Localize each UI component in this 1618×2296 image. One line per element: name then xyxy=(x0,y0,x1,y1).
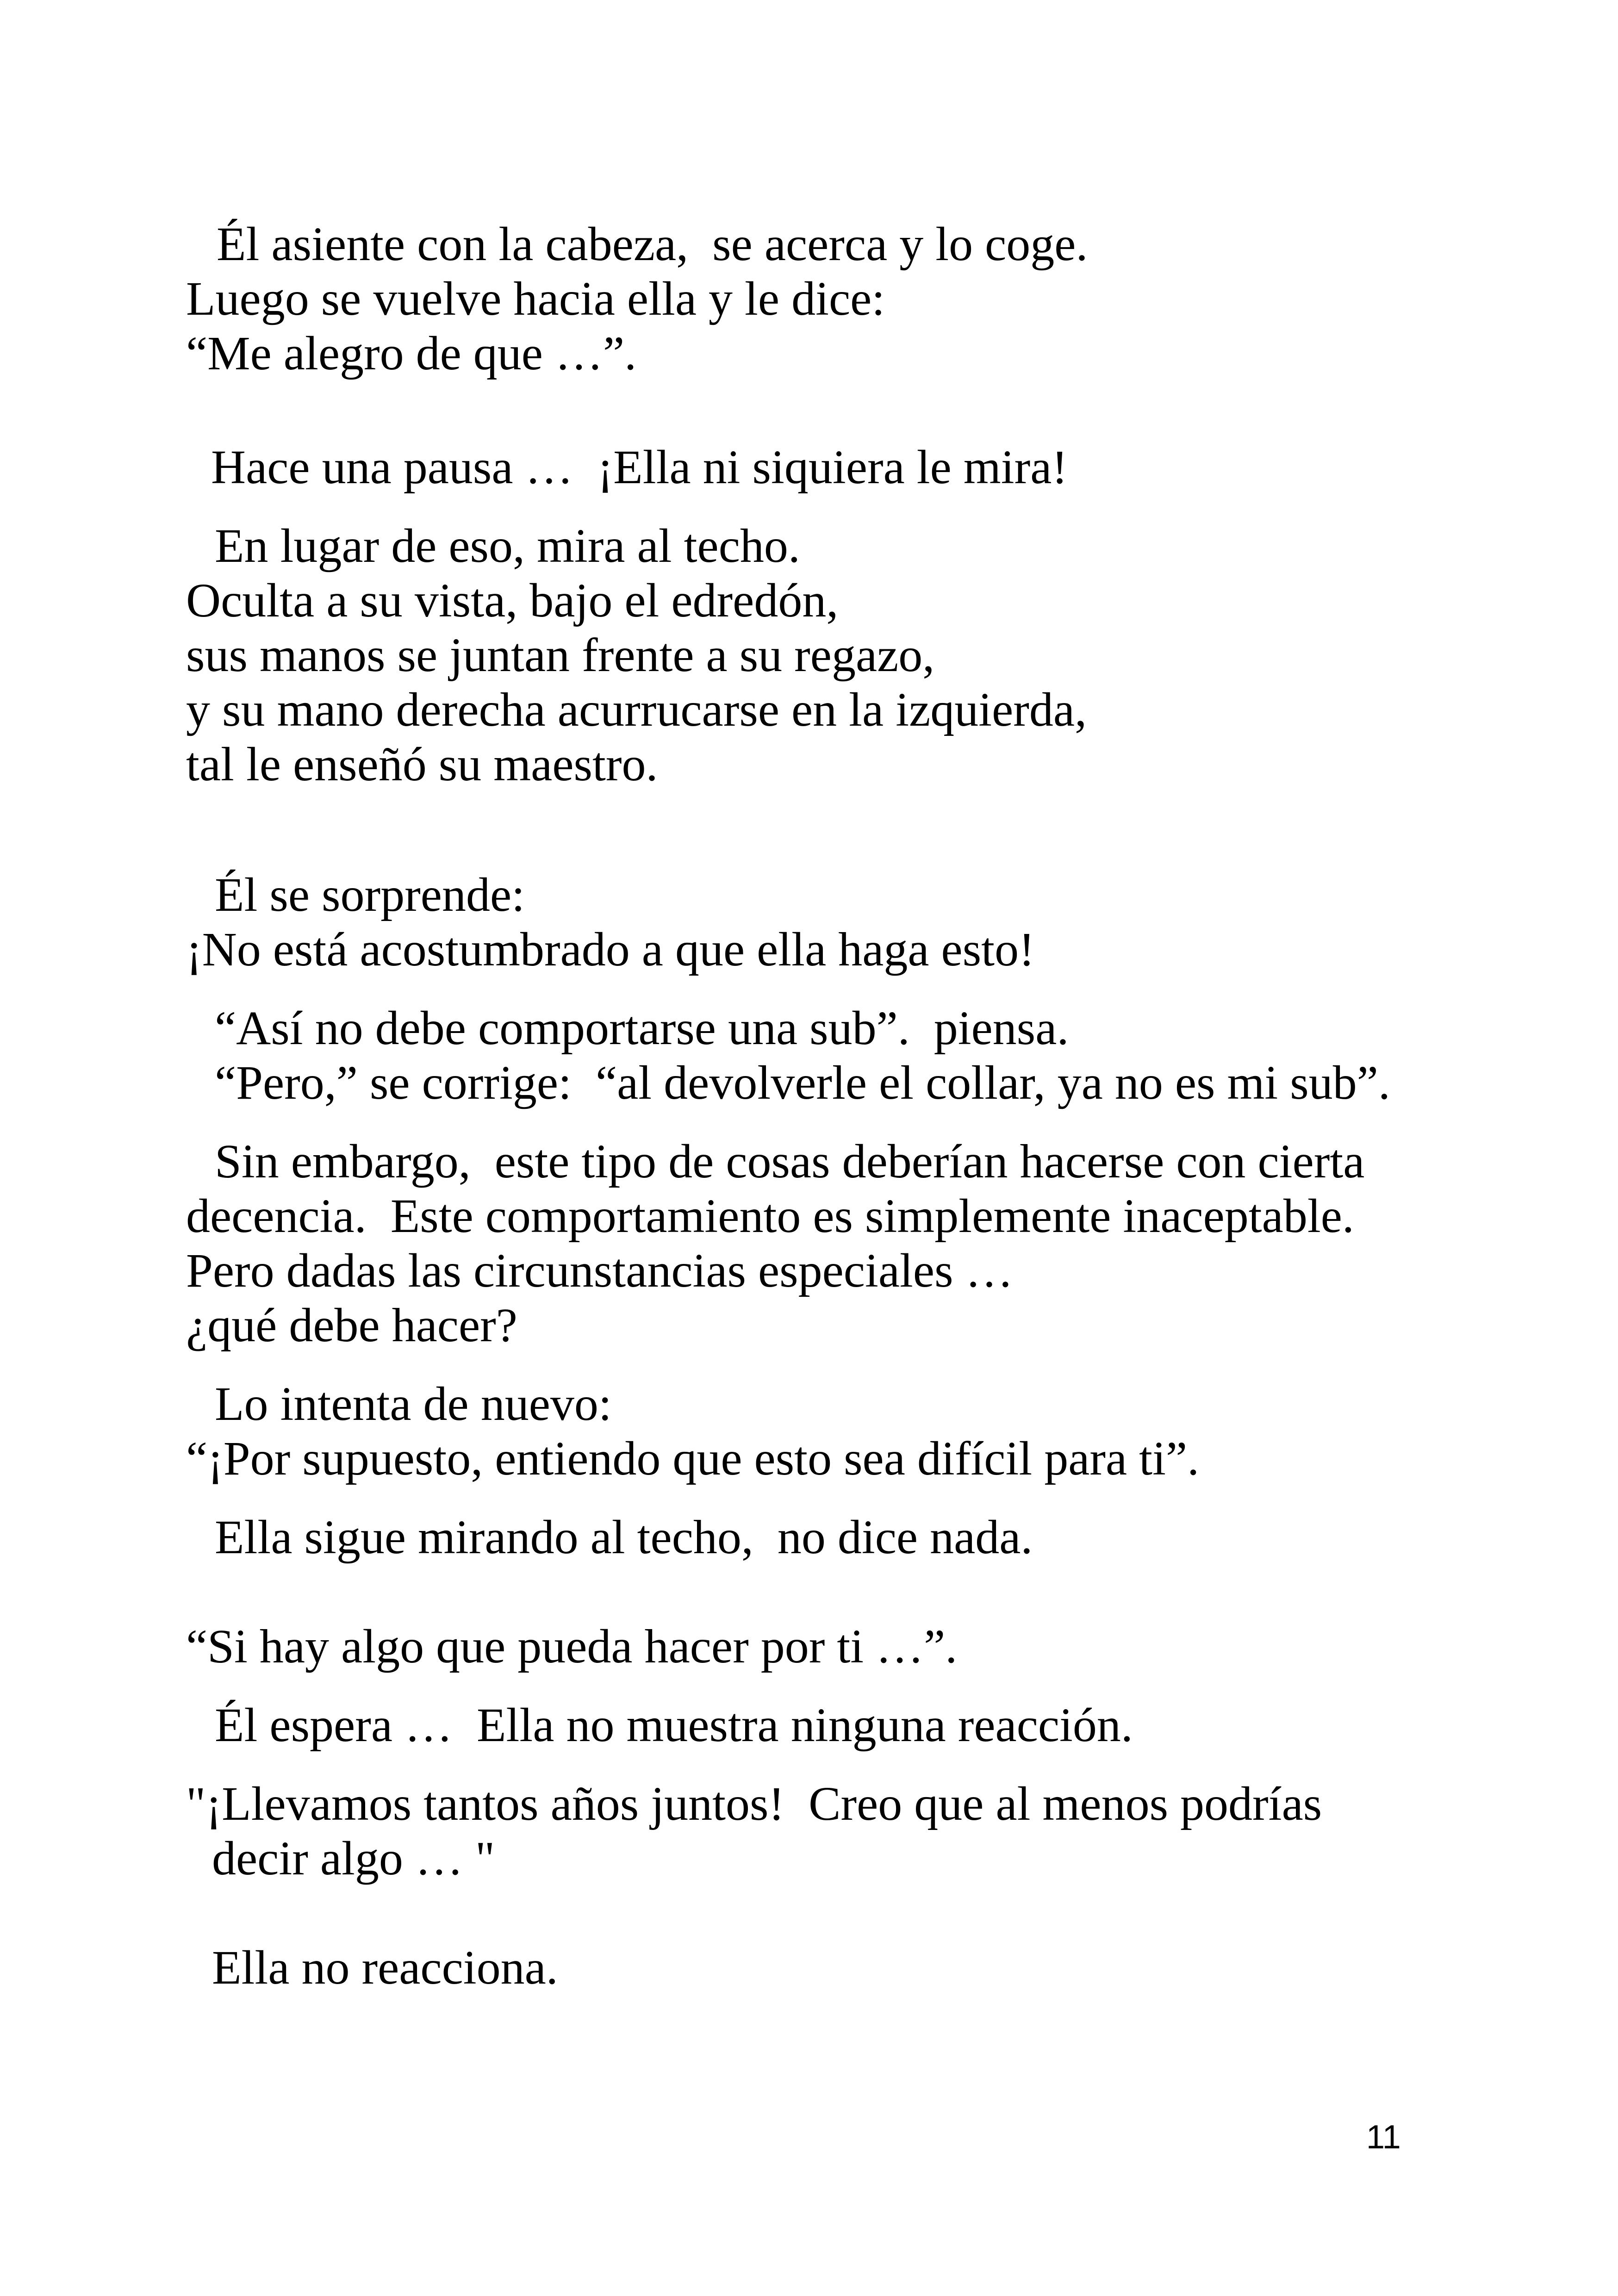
page-number: 11 xyxy=(1366,2119,1401,2156)
text-line: “Pero,” se corrige: “al devolverle el collar, ya no es mi sub”. xyxy=(215,1056,1390,1109)
text-line: Sin embargo, este tipo de cosas deberían hacerse con cierta xyxy=(215,1135,1365,1188)
text-line: “¡Por supuesto, entiendo que esto sea difícil para ti”. xyxy=(186,1432,1200,1485)
text-line: Hace una pausa … ¡Ella ni siquiera le mira! xyxy=(211,441,1068,494)
text-line: Pero dadas las circunstancias especiales … xyxy=(186,1244,1014,1297)
text-line: Ella sigue mirando al techo, no dice nada. xyxy=(215,1511,1033,1564)
text-line: Él espera … Ella no muestra ninguna reacción. xyxy=(215,1699,1133,1752)
text-line: “Si hay algo que pueda hacer por ti …”. xyxy=(186,1620,958,1673)
text-line: Él asiente con la cabeza, se acerca y lo coge. xyxy=(217,218,1088,271)
text-line: Lo intenta de nuevo: xyxy=(215,1377,612,1431)
text-line: decencia. Este comportamiento es simplemente inaceptable. xyxy=(186,1189,1354,1243)
text-line: ¿qué debe hacer? xyxy=(186,1299,517,1352)
text-line: Ella no reacciona. xyxy=(212,1941,558,1994)
text-line: ¡No está acostumbrado a que ella haga esto! xyxy=(186,923,1035,976)
text-line: “Me alegro de que …”. xyxy=(186,327,637,380)
text-line: “Así no debe comportarse una sub”. piensa. xyxy=(215,1002,1069,1055)
text-line: y su mano derecha acurrucarse en la izquierda, xyxy=(186,683,1087,736)
text-line: Oculta a su vista, bajo el edredón, xyxy=(186,574,839,627)
text-line: decir algo … " xyxy=(212,1832,495,1885)
text-line: sus manos se juntan frente a su regazo, xyxy=(186,628,935,682)
text-line: Luego se vuelve hacia ella y le dice: xyxy=(186,272,885,325)
text-line: Él se sorprende: xyxy=(215,868,525,921)
text-line: tal le enseñó su maestro. xyxy=(186,738,658,791)
text-line: En lugar de eso, mira al techo. xyxy=(215,519,800,572)
text-line: "¡Llevamos tantos años juntos! Creo que al menos podrías xyxy=(186,1777,1322,1830)
